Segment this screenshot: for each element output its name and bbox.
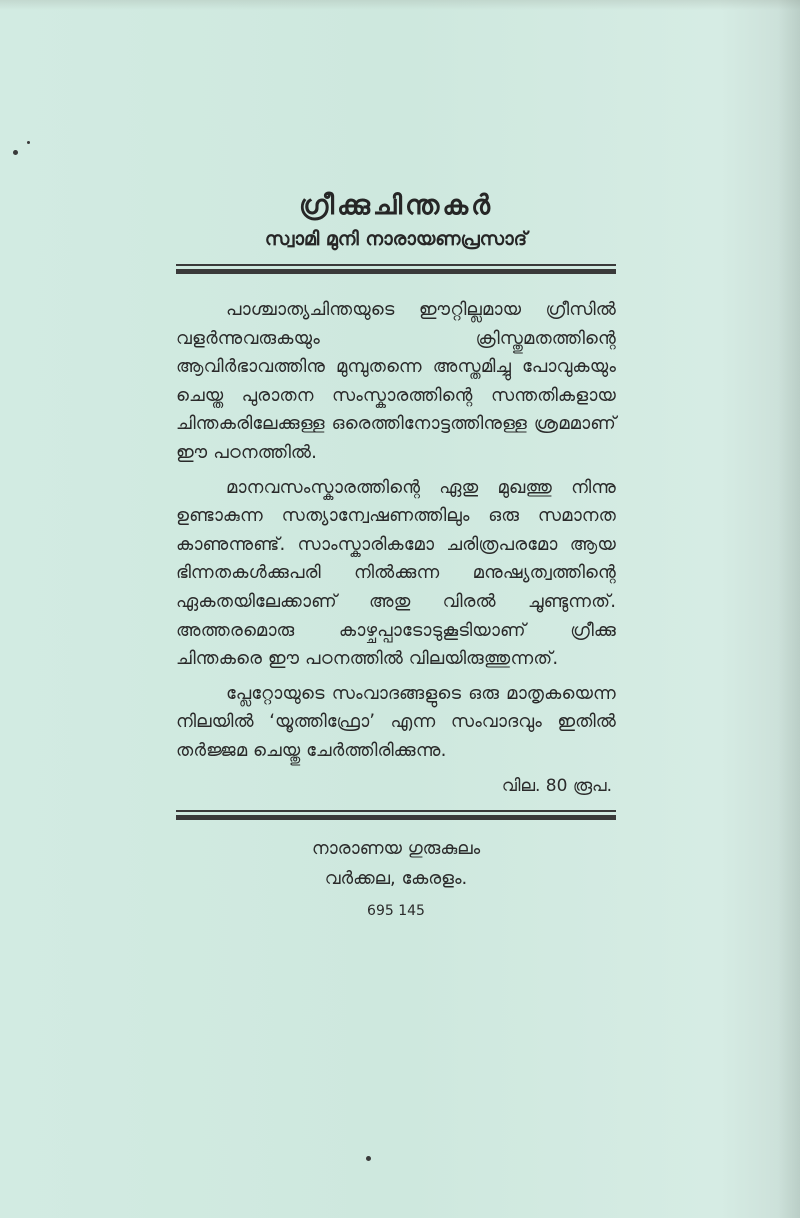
blurb-paragraph: മാനവസംസ്കാരത്തിന്റെ ഏതു മുഖത്തു നിന്നു ഉണ്ടാകുന്ന സത്യാന്വേഷണത്തിലും ഒരു സമാനത കാണുന്നുണ്ട്. സാംസ്കാരികമോ ചരിത്രപരമോ ആയ ഭിന്നതകൾക്കുപരി നിൽക്കുന്ന മനുഷ്യത്വത്തിന്റെ ഏകതയിലേക്കാണ് അതു വിരൽ ചൂണ്ടുന്നത്. അത്തരമൊരു കാഴ്ചപ്പാടോടുകൂടിയാണ് ഗ്രീക്കു ചിന്തകരെ ഈ പഠനത്തിൽ വിലയിരുത്തുന്നത്.	[176, 476, 616, 670]
book-title: ഗ്രീക്കുചിന്തകർ	[298, 190, 493, 221]
ink-speck	[366, 1156, 371, 1161]
cover-content	[176, 190, 616, 926]
publisher-block	[176, 834, 616, 926]
cover-right-edge	[778, 0, 800, 1218]
ink-speck	[27, 141, 30, 144]
blurb-paragraph: പ്ലേറ്റോയുടെ സംവാദങ്ങളുടെ ഒരു മാതൃകയെന്ന നിലയിൽ ‘യൂത്തിഫ്രോ’ എന്ന സംവാദവും ഇതിൽ തർജ്ജമ ചെയ്തു ചേർത്തിരിക്കുന്നു.	[176, 682, 616, 761]
top-divider	[176, 264, 616, 274]
publisher-place: വർക്കല, കേരളം.	[324, 867, 468, 889]
cover-top-edge	[0, 0, 800, 10]
bottom-divider	[176, 810, 616, 820]
blurb	[176, 296, 616, 766]
blurb-paragraph: പാശ്ചാത്യചിന്തയുടെ ഈറ്റില്ലമായ ഗ്രീസിൽ വളർന്നുവരുകയും ക്രിസ്തുമതത്തിന്റെ ആവിർഭാവത്തിനു മുമ്പുതന്നെ അസ്തമിച്ചു പോവുകയും ചെയ്ത പുരാതന സംസ്കാരത്തിന്റെ സന്തതികളായ ചിന്തകരിലേക്കുള്ള ഒരെത്തിനോട്ടത്തിനുള്ള ശ്രമമാണ് ഈ പഠനത്തിൽ.	[176, 299, 616, 463]
ink-speck	[13, 150, 18, 155]
book-author: സ്വാമി മുനി നാരായണപ്രസാദ്	[264, 228, 528, 250]
publisher-pin: 695 145	[367, 902, 425, 919]
publisher-name: നാരാണയ ഗുരുകുലം	[311, 837, 481, 859]
price-label: വില. 80 രൂപ.	[501, 775, 612, 796]
